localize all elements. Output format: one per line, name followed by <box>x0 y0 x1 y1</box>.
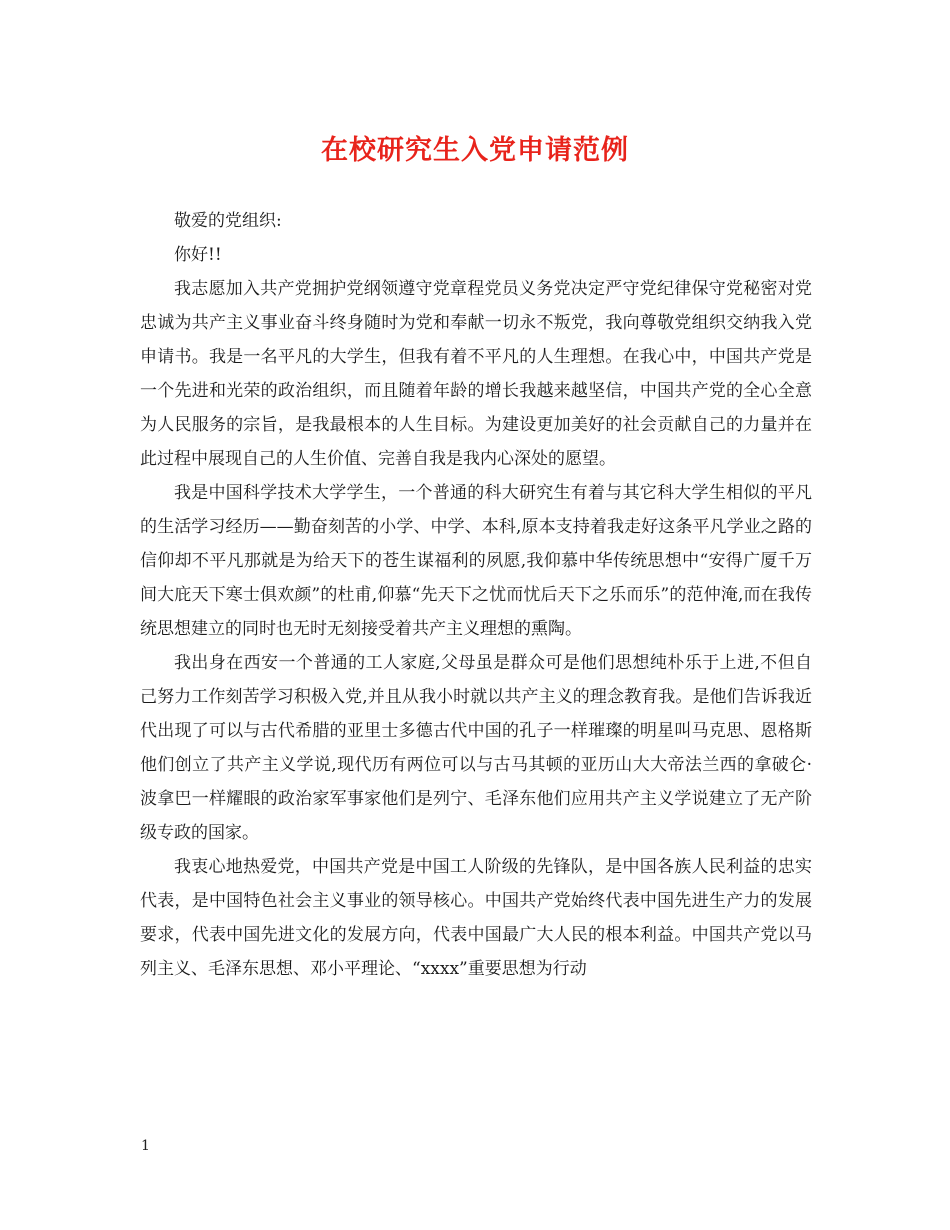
salutation-line: 你好!! <box>174 245 222 265</box>
greeting-line: 敬爱的党组织: <box>174 211 282 231</box>
paragraph-4: 我衷心地热爱党，中国共产党是中国工人阶级的先锋队，是中国各族人民利益的忠实代表，是中国特色社会主义事业的领导核心。中国共产党始终代表中国先进生产力的发展要求，代表中国先进文化的发展方向，代表中国最广大人民的根本利益。中国共产党以马列主义、毛泽东思想、邓小平理论、“xxxx”重要思想为行动 <box>140 857 812 979</box>
paragraph-2: 我是中国科学技术大学学生，一个普通的科大研究生有着与其它科大学生相似的平凡的生活学习经历——勤奋刻苦的小学、中学、本科,原本支持着我走好这条平凡学业之路的信仰却不平凡那就是为给天下的苍生谋福利的夙愿,我仰慕中华传统思想中“安得广厦千万间大庇天下寒士俱欢颜”的杜甫,仰慕“先天下之忧而忧后天下之乐而乐”的范仲淹,而在我传统思想建立的同时也无时无刻接受着共产主义理想的熏陶。 <box>140 483 812 639</box>
document-body <box>140 204 812 986</box>
paragraph-1: 我志愿加入共产党拥护党纲领遵守党章程党员义务党决定严守党纪律保守党秘密对党忠诚为共产主义事业奋斗终身随时为党和奉献一切永不叛党，我向尊敬党组织交纳我入党申请书。我是一名平凡的大学生，但我有着不平凡的人生理想。在我心中，中国共产党是一个先进和光荣的政治组织，而且随着年龄的增长我越来越坚信，中国共产党的全心全意为人民服务的宗旨，是我最根本的人生目标。为建设更加美好的社会贡献自己的力量并在此过程中展现自己的人生价值、完善自我是我内心深处的愿望。 <box>140 279 812 469</box>
paragraph-3: 我出身在西安一个普通的工人家庭,父母虽是群众可是他们思想纯朴乐于上进,不但自己努力工作刻苦学习积极入党,并且从我小时就以共产主义的理念教育我。是他们告诉我近代出现了可以与古代希腊的亚里士多德古代中国的孔子一样璀璨的明星叫马克思、恩格斯他们创立了共产主义学说,现代历有两位可以与古马其顿的亚历山大大帝法兰西的拿破仑·波拿巴一样耀眼的政治家军事家他们是列宁、毛泽东他们应用共产主义学说建立了无产阶级专政的国家。 <box>140 653 812 843</box>
document-title: 在校研究生入党申请范例 <box>321 135 629 166</box>
page-number: 1 <box>141 1138 150 1154</box>
